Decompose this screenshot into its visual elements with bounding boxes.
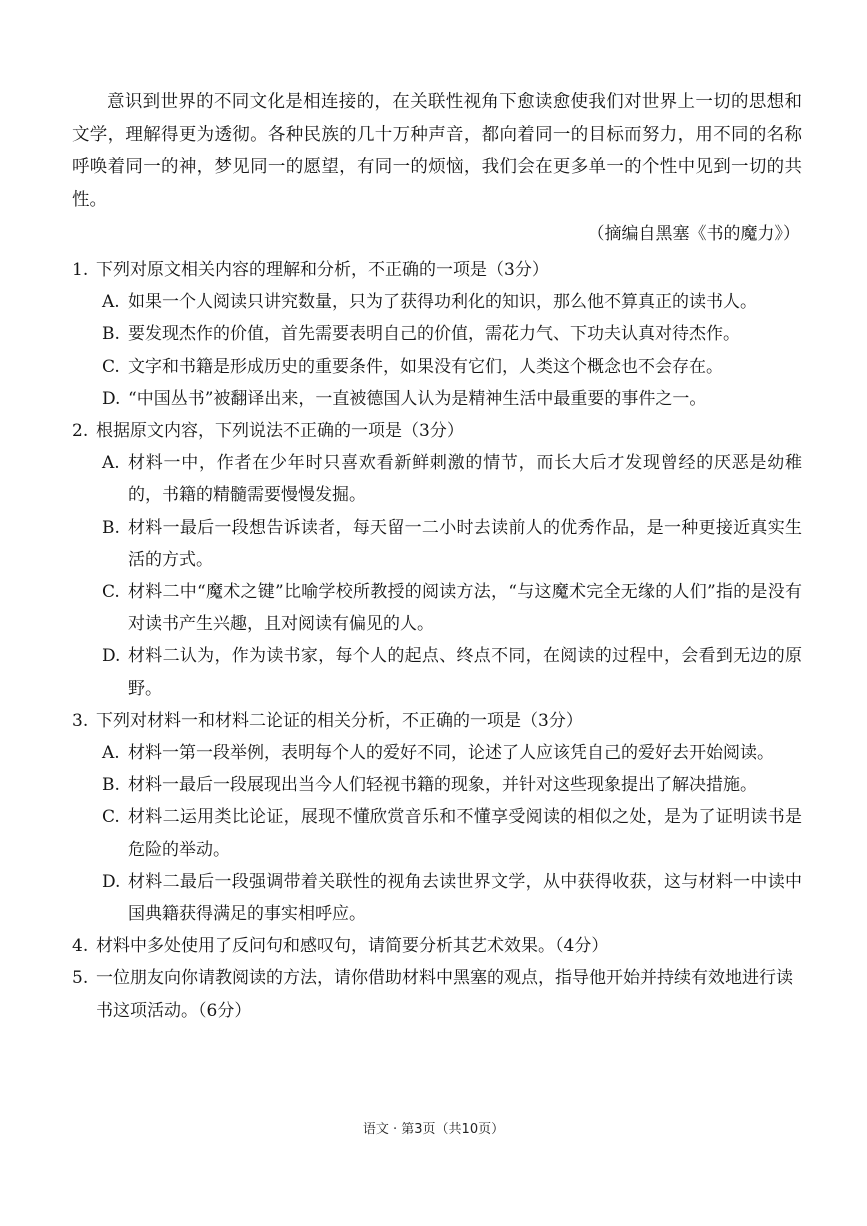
option-a <box>72 286 802 318</box>
passage-source: （摘编自黑塞《书的魔力》） <box>587 224 800 244</box>
passage-paragraph: 意识到世界的不同文化是相连接的，在关联性视角下愈读愈使我们对世界上一切的思想和文学，理解得更为透彻。各种民族的几十万种声音，都向着同一的目标而努力，用不同的名称呼唤着同一的神，梦见同一的愿望，有同一的烦恼，我们会在更多单一的个性中见到一切的共性。 <box>72 92 802 210</box>
question-stem <box>72 254 802 286</box>
question-number: 1. <box>72 260 89 280</box>
option-label: A. <box>102 743 120 764</box>
option-label: C. <box>102 807 120 828</box>
question-text: 一位朋友向你请教阅读的方法，请你借助材料中黑塞的观点，指导他开始并持续有效地进行读书这项活动。（6分） <box>96 968 793 1021</box>
question-text: 根据原文内容，下列说法不正确的一项是（3分） <box>96 421 464 442</box>
question-stem <box>72 962 802 1026</box>
question-text: 材料中多处使用了反问句和感叹句，请简要分析其艺术效果。（4分） <box>96 936 609 957</box>
question-number: 2. <box>72 421 89 442</box>
question-text: 下列对原文相关内容的理解和分析，不正确的一项是（3分） <box>96 260 549 280</box>
question-number: 5. <box>72 968 89 989</box>
option-label: B. <box>102 324 120 345</box>
option-text: 材料二认为，作为读书家，每个人的起点、终点不同，在阅读的过程中，会看到无边的原野。 <box>128 646 802 699</box>
question-1 <box>72 254 802 415</box>
question-3 <box>72 705 802 930</box>
option-a <box>72 737 802 769</box>
option-label: C. <box>102 582 120 603</box>
option-text: 材料一最后一段展现出当今人们轻视书籍的现象，并针对这些现象提出了解决措施。 <box>128 775 757 796</box>
option-label: A. <box>102 292 120 313</box>
option-b <box>72 769 802 801</box>
option-text: 材料二最后一段强调带着关联性的视角去读世界文学，从中获得收获，这与材料一中读中国典籍获得满足的事实相呼应。 <box>128 871 802 925</box>
option-c <box>72 351 802 383</box>
option-text: 文字和书籍是形成历史的重要条件，如果没有它们，人类这个概念也不会存在。 <box>128 356 723 377</box>
option-d <box>72 866 802 930</box>
option-label: A. <box>102 453 120 474</box>
option-label: C. <box>102 356 120 377</box>
option-label: D. <box>102 646 121 667</box>
option-text: 如果一个人阅读只讲究数量，只为了获得功利化的知识，那么他不算真正的读书人。 <box>128 292 757 313</box>
option-label: D. <box>102 388 121 409</box>
question-2 <box>72 415 802 705</box>
option-d <box>72 640 802 704</box>
option-label: B. <box>102 517 120 538</box>
option-a <box>72 447 802 511</box>
option-text: 材料二运用类比论证，展现不懂欣赏音乐和不懂享受阅读的相似之处，是为了证明读书是危险的举动。 <box>128 807 802 860</box>
option-label: B. <box>102 775 120 796</box>
question-stem <box>72 705 802 737</box>
option-text: 材料一最后一段想告诉读者，每天留一二小时去读前人的优秀作品，是一种更接近真实生活的方式。 <box>128 517 802 570</box>
question-number: 3. <box>72 710 89 731</box>
option-label: D. <box>102 871 121 892</box>
option-c <box>72 801 802 865</box>
option-b <box>72 318 802 350</box>
option-d <box>72 383 802 415</box>
question-text: 下列对材料一和材料二论证的相关分析，不正确的一项是（3分） <box>96 710 583 731</box>
option-c <box>72 576 802 640</box>
option-text: 材料二中“魔术之键”比喻学校所教授的阅读方法，“与这魔术完全无缘的人们”指的是没有对读书产生兴趣，且对阅读有偏见的人。 <box>128 582 802 635</box>
option-text: 材料一第一段举例，表明每个人的爱好不同，论述了人应该凭自己的爱好去开始阅读。 <box>128 743 774 764</box>
question-number: 4. <box>72 936 89 957</box>
question-list <box>72 254 802 1027</box>
question-5 <box>72 962 802 1026</box>
page-footer: 语文 · 第3页（共10页） <box>362 1122 505 1137</box>
option-text: 要发现杰作的价值，首先需要表明自己的价值，需花力气、下功夫认真对待杰作。 <box>128 324 740 345</box>
option-text: “中国丛书”被翻译出来，一直被德国人认为是精神生活中最重要的事件之一。 <box>128 388 707 409</box>
question-4 <box>72 930 802 962</box>
question-stem <box>72 930 802 962</box>
option-b <box>72 512 802 576</box>
option-text: 材料一中，作者在少年时只喜欢看新鲜刺激的情节，而长大后才发现曾经的厌恶是幼稚的，书籍的精髓需要慢慢发掘。 <box>128 453 802 506</box>
question-stem <box>72 415 802 447</box>
passage <box>72 86 802 250</box>
